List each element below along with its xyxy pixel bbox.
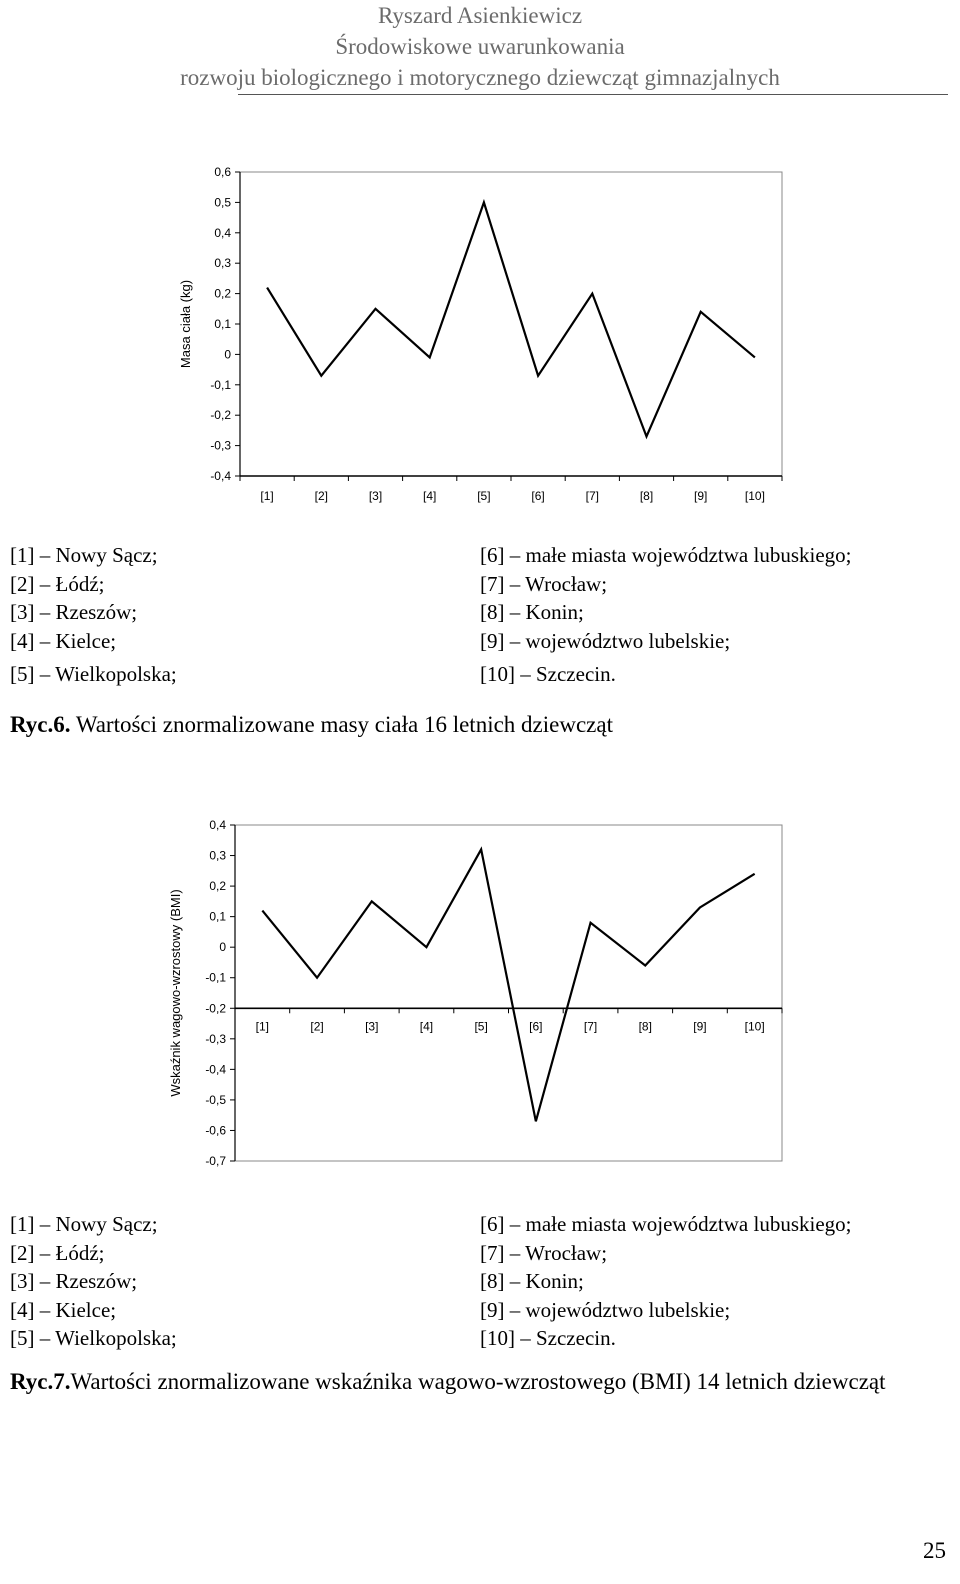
legend-item: [5] – Wielkopolska; bbox=[10, 1326, 177, 1350]
x-tick-label: [5] bbox=[474, 1019, 488, 1034]
header-title-line1: Środowiskowe uwarunkowania bbox=[335, 34, 625, 59]
x-tick-label: [9] bbox=[694, 489, 708, 503]
legend-item: [5] – Wielkopolska; bbox=[10, 662, 177, 686]
figure6-caption bbox=[10, 710, 613, 740]
y-tick-label: -0,5 bbox=[205, 1092, 226, 1107]
figure6-caption-text: Wartości znormalizowane masy ciała 16 letnich dziewcząt bbox=[70, 712, 613, 737]
page-number: 25 bbox=[923, 1538, 946, 1563]
legend-item: [10] – Szczecin. bbox=[480, 662, 616, 686]
legend-item: [10] – Szczecin. bbox=[480, 1326, 616, 1350]
y-tick-label: -0,3 bbox=[205, 1031, 226, 1046]
figure7-caption bbox=[10, 1367, 950, 1397]
legend-item: [4] – Kielce; bbox=[10, 628, 117, 653]
plot-area bbox=[235, 825, 782, 1161]
y-tick-label: 0,4 bbox=[214, 225, 231, 240]
x-tick-label: [7] bbox=[585, 489, 599, 503]
y-tick-label: -0,2 bbox=[210, 408, 231, 423]
y-tick-label: 0,5 bbox=[214, 195, 231, 210]
figure7-legend-right bbox=[480, 1210, 852, 1353]
figure6-legend-right bbox=[480, 541, 852, 689]
figure7-legend-left bbox=[10, 1210, 177, 1353]
x-tick-label: [8] bbox=[639, 489, 654, 503]
y-tick-label: 0,3 bbox=[214, 256, 231, 271]
legend-item: [4] – Kielce; bbox=[10, 1297, 117, 1322]
figure6-chart bbox=[0, 150, 960, 520]
legend-item: [6] – małe miasta województwa lubuskiego; bbox=[480, 543, 852, 567]
x-tick-label: [5] bbox=[477, 489, 491, 503]
x-tick-label: [7] bbox=[583, 1019, 598, 1034]
y-tick-label: 0,3 bbox=[209, 848, 226, 863]
x-tick-label: [10] bbox=[744, 1019, 765, 1034]
figure7-caption-text: Wartości znormalizowane wskaźnika wagowo-wzrostowego (BMI) 14 letnich dziewcząt bbox=[70, 1369, 886, 1394]
legend-item: [2] – Łódź; bbox=[10, 1240, 105, 1265]
x-tick-label: [9] bbox=[693, 1019, 707, 1034]
legend-item: [7] – Wrocław; bbox=[480, 571, 608, 596]
y-tick-label: -0,4 bbox=[210, 469, 231, 483]
x-tick-label: [1] bbox=[255, 1019, 270, 1034]
legend-item: [3] – Rzeszów; bbox=[10, 600, 138, 624]
y-axis-title: Wskaźnik wagowo-wzrostowy (BMI) bbox=[168, 889, 183, 1097]
legend-item: [8] – Konin; bbox=[480, 600, 584, 624]
figure7-label: Ryc.7. bbox=[10, 1369, 71, 1394]
x-tick-label: [8] bbox=[638, 1019, 652, 1034]
legend-item: [8] – Konin; bbox=[480, 1269, 584, 1293]
header-author: Ryszard Asienkiewicz bbox=[377, 3, 583, 28]
x-tick-label: [4] bbox=[423, 489, 437, 503]
legend-item: [1] – Nowy Sącz; bbox=[10, 543, 158, 567]
y-tick-label: -0,3 bbox=[210, 438, 231, 453]
x-tick-label: [2] bbox=[314, 489, 328, 503]
x-tick-label: [4] bbox=[419, 1019, 434, 1034]
header-rule bbox=[238, 94, 948, 95]
y-tick-label: 0,4 bbox=[209, 818, 226, 832]
y-tick-label: -0,4 bbox=[205, 1062, 226, 1077]
legend-item: [1] – Nowy Sącz; bbox=[10, 1212, 158, 1236]
y-tick-label: 0 bbox=[219, 940, 226, 955]
y-tick-label: 0,6 bbox=[214, 165, 231, 179]
plot-area bbox=[240, 172, 782, 476]
x-tick-label: [1] bbox=[260, 489, 274, 503]
y-tick-label: 0,1 bbox=[214, 317, 231, 331]
figure6-label: Ryc.6. bbox=[10, 712, 71, 737]
y-tick-label: -0,1 bbox=[210, 377, 231, 392]
y-tick-label: 0 bbox=[224, 347, 231, 362]
x-tick-label: [2] bbox=[310, 1019, 324, 1034]
series-line bbox=[262, 849, 754, 1121]
y-tick-label: -0,1 bbox=[205, 970, 226, 985]
legend-item: [9] – województwo lubelskie; bbox=[480, 628, 731, 653]
legend-item: [9] – województwo lubelskie; bbox=[480, 1297, 731, 1322]
x-tick-label: [3] bbox=[368, 489, 383, 503]
header-title-line2: rozwoju biologicznego i motorycznego dziewcząt gimnazjalnych bbox=[180, 65, 780, 90]
legend-item: [7] – Wrocław; bbox=[480, 1240, 608, 1265]
legend-item: [3] – Rzeszów; bbox=[10, 1269, 138, 1293]
y-axis-title: Masa ciała (kg) bbox=[178, 279, 193, 369]
figure6-legend-left bbox=[10, 541, 177, 689]
y-tick-label: -0,2 bbox=[205, 1001, 226, 1016]
y-tick-label: 0,1 bbox=[209, 909, 226, 924]
legend-item: [6] – małe miasta województwa lubuskiego; bbox=[480, 1212, 852, 1236]
x-tick-label: [6] bbox=[529, 1019, 543, 1034]
figure7-chart bbox=[0, 805, 960, 1185]
x-tick-label: [6] bbox=[531, 489, 545, 503]
running-header bbox=[0, 0, 960, 93]
y-tick-label: -0,6 bbox=[205, 1123, 226, 1138]
y-tick-label: 0,2 bbox=[209, 879, 226, 894]
x-tick-label: [10] bbox=[744, 489, 765, 503]
y-tick-label: -0,7 bbox=[205, 1154, 226, 1168]
y-tick-label: 0,2 bbox=[214, 286, 231, 301]
legend-item: [2] – Łódź; bbox=[10, 571, 105, 596]
series-line bbox=[267, 202, 755, 436]
x-tick-label: [3] bbox=[365, 1019, 379, 1034]
